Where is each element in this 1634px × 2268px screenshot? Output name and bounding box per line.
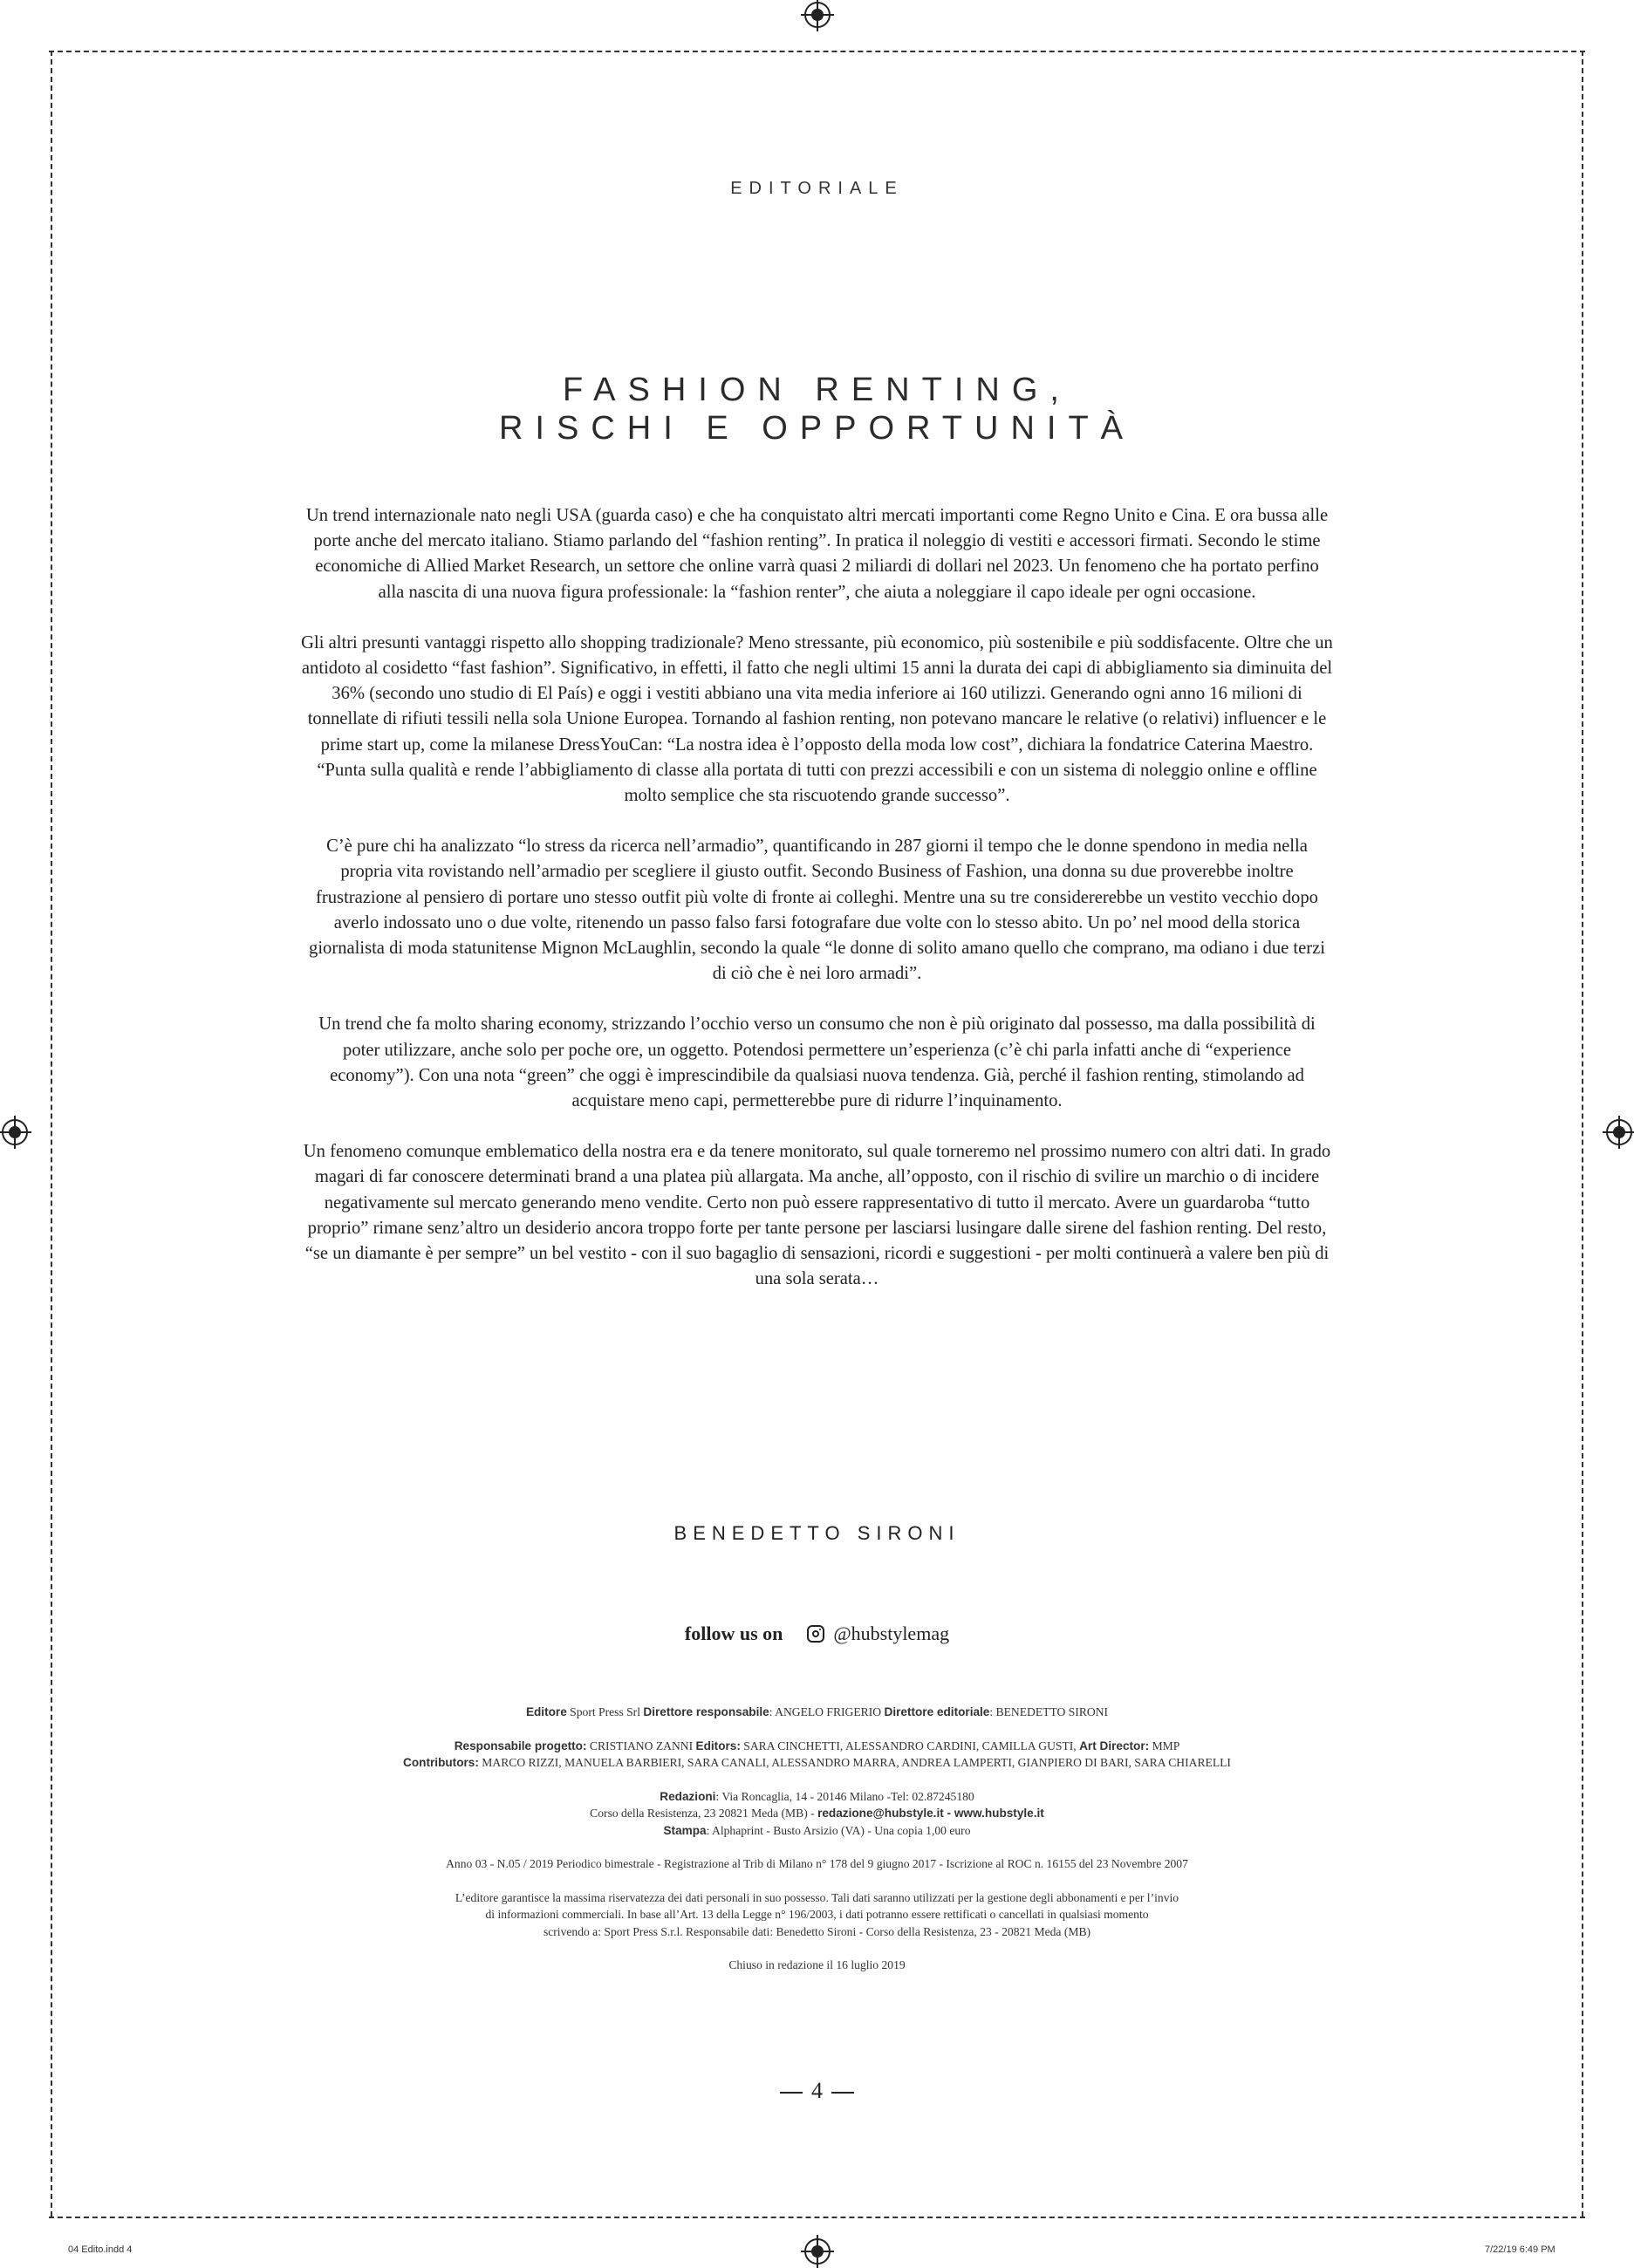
credit-label: Art Director: [1079, 1739, 1150, 1752]
article-body [301, 503, 1333, 1317]
instagram-handle[interactable]: @hubstylemag [833, 1622, 950, 1644]
paragraph: Gli altri presunti vantaggi rispetto allo shopping tradizionale? Meno stressante, più economico, più sostenibile e più soddisfacente. Oltre che un antidoto al cosidetto “fast fashion”. Significativo, in effetti, il fatto che negli ultimi 15 anni la durata dei capi di abbigliamento sia diminuita del 36% (secondo uno studio di El País) e oggi i vestiti abbiano una vita media inferiore ai 160 utilizzi. Generando ogni anno 16 milioni di tonnellate di rifiuti tessili nella sola Unione Europea. Tornando al fashion renting, non potevano mancare le relative (o relativi) influencer e le prime start up, come la milanese DressYouCan: “La nostra idea è l’opposto della moda low cost”, dichiara la fondatrice Caterina Maestro. “Punta sulla qualità e rende l’abbigliamento di classe alla portata di tutti con prezzi accessibili e con un sistema di noleggio online e offline molto semplice che sta riscuotendo grande successo”. [301, 632, 1333, 806]
slug-file-name: 04 Edito.indd 4 [68, 2244, 133, 2255]
credits-staff [262, 1738, 1372, 1772]
credit-label: Direttore editoriale [884, 1705, 990, 1718]
credit-label: Direttore responsabile [643, 1705, 769, 1718]
website-link[interactable]: www.hubstyle.it [954, 1807, 1044, 1820]
slug-timestamp: 7/22/19 6:49 PM [1485, 2244, 1555, 2255]
credit-value: : ANGELO FRIGERIO [769, 1705, 882, 1718]
registration-mark-icon [1606, 1119, 1632, 1145]
page-number-dash [780, 2092, 803, 2094]
credit-label: Contributors: [403, 1756, 479, 1769]
paragraph: C’è pure chi ha analizzato “lo stress da ricerca nell’armadio”, quantificando in 287 giorni il tempo che le donne spendono in media nella propria vita rovistando nell’armadio per scegliere il giusto outfit. Secondo Business of Fashion, una donna su due proverebbe inoltre frustrazione al pensiero di portare uno stesso outfit più volte di fronte ai colleghi. Mentre una su tre considererebbe un vestito vecchio dopo averlo indossato uno o due volte, ritenendo un passo falso farsi fotografare due volte con lo stesso abito. Un po’ nel mood della storica giornalista di moda statunitense Mignon McLaughlin, secondo la quale “le donne di solito amano quello che comprano, ma odiano i due terzi di ciò che è nei loro armadi”. [309, 837, 1325, 984]
credit-value: MMP [1152, 1739, 1180, 1752]
credits-registration: Anno 03 - N.05 / 2019 Periodico bimestrale - Registrazione al Trib di Milano n° 178 del 9 giugno 2017 - Iscrizione al ROC n. 16155 del 23 Novembre 2007 [446, 1857, 1188, 1870]
title-line: RISCHI E OPPORTUNITÀ [498, 410, 1136, 447]
trim-line-top [49, 51, 1585, 52]
paragraph: Un fenomeno comunque emblematico della nostra era e da tenere monitorato, sul quale torneremo nel prossimo numero con altri dati. In grado magari di far conoscere determinati brand a una platea più allargata. Ma anche, all’opposto, con il rischio di svilire un marchio o di incidere negativamente sul mercato generando meno vendite. Certo non può essere rappresentativo di tutto il mercato. Avere un guardaroba “tutto proprio” rimane senz’altro un desiderio ancora troppo forte per tante persone per lasciarsi lusingare dalle sirene del fashion renting. Del resto, “se un diamante è per sempre” un bel vestito - con il suo bagaglio di sensazioni, ricordi e suggestioni - per molti continuerà a valere ben più di una sola serata… [303, 1142, 1331, 1289]
closing-date: Chiuso in redazione il 16 luglio 2019 [728, 1958, 906, 1971]
registration-mark-icon [804, 2238, 831, 2265]
follow-label: follow us on [684, 1622, 783, 1644]
email-link[interactable]: redazione@hubstyle.it [817, 1807, 944, 1820]
credit-label: Stampa [663, 1823, 707, 1837]
author-signature: BENEDETTO SIRONI [673, 1522, 961, 1544]
paragraph: Un trend internazionale nato negli USA (guarda caso) e che ha conquistato altri mercati importanti come Regno Unito e Cina. E ora bussa alle porte anche del mercato italiano. Stiamo parlando del “fashion renting”. In pratica il noleggio di vestiti e accessori firmati. Secondo le stime economiche di Allied Market Research, un settore che online varrà quasi 2 miliardi di dollari nel 2023. Un fenomeno che ha portato perfino alla nascita di una nuova figura professionale: la “fashion renter”, che aiuta a noleggiare il capo ideale per ogni occasione. [305, 506, 1329, 602]
credit-value: Corso della Resistenza, 23 20821 Meda (MB) - [590, 1807, 818, 1820]
credit-value: MARCO RIZZI, MANUELA BARBIERI, SARA CANALI, ALESSANDRO MARRA, ANDREA LAMPERTI, GIANPIERO DI BARI, SARA CHIARELLI [482, 1756, 1231, 1769]
title-line: FASHION RENTING, [563, 372, 1071, 408]
privacy-line: di informazioni commerciali. In base all’Art. 13 della Legge n° 196/2003, i dati potranno essere rettificati o cancellati in qualsiasi momento [485, 1908, 1149, 1921]
separator: - [943, 1807, 954, 1820]
credit-value: : Via Roncaglia, 14 - 20146 Milano -Tel: 02.87245180 [715, 1789, 974, 1803]
instagram-icon [807, 1625, 824, 1643]
trim-line-bottom [49, 2217, 1585, 2218]
registration-mark-icon [2, 1119, 28, 1145]
credits-privacy [262, 1889, 1372, 1941]
privacy-line: L’editore garantisce la massima riservatezza dei dati personali in suo possesso. Tali dati saranno utilizzati per la gestione degli abbonamenti e per l’invio [455, 1890, 1179, 1904]
privacy-line: scrivendo a: Sport Press S.r.l. Responsabile dati: Benedetto Sironi - Corso della Resistenza, 23 - 20821 Meda (MB) [543, 1924, 1091, 1938]
paragraph: Un trend che fa molto sharing economy, strizzando l’occhio verso un consumo che non è più originato dal possesso, ma dalla possibilità di poter utilizzare, anche solo per poche ore, un oggetto. Potendosi permettere un’esperienza (c’è chi parla infatti anche di “experience economy”). Con una nota “green” che oggi è imprescindibile da qualsiasi nuova tendenza. Già, perché il fashion renting, stimolando ad acquistare meno capi, permetterebbe pure di ridurre l’inquinamento. [318, 1014, 1316, 1111]
registration-mark-icon [804, 2, 831, 28]
credit-value: Sport Press Srl [570, 1705, 640, 1718]
page-number-value: 4 [811, 2078, 823, 2103]
credit-value: SARA CINCHETTI, ALESSANDRO CARDINI, CAMILLA GUSTI, [743, 1739, 1077, 1752]
credit-label: Responsabile progetto: [454, 1739, 587, 1752]
credit-value: CRISTIANO ZANNI [589, 1739, 694, 1752]
masthead-credits [262, 1704, 1372, 1974]
page-number-dash [831, 2092, 854, 2094]
credit-label: Editore [525, 1705, 567, 1718]
credit-label: Editors: [695, 1739, 741, 1752]
credits-directors [262, 1704, 1372, 1721]
social-follow [0, 1622, 1634, 1645]
page-number [0, 2078, 1634, 2104]
credit-label: Redazioni [660, 1789, 716, 1803]
credit-value: : Alphaprint - Busto Arsizio (VA) - Una copia 1,00 euro [706, 1823, 971, 1837]
credits-addresses [262, 1788, 1372, 1840]
article-title [0, 371, 1634, 447]
credit-value: : BENEDETTO SIRONI [989, 1705, 1109, 1718]
section-label: EDITORIALE [730, 179, 904, 198]
